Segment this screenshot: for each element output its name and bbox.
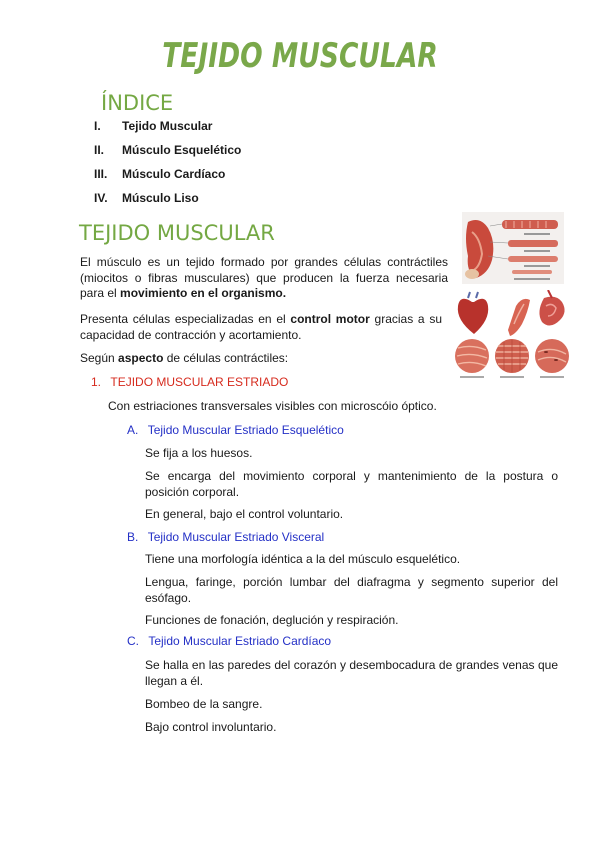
sub-a-line-2: Se encarga del movimiento corporal y mantenimiento de la postura o posición corporal. [145, 469, 558, 499]
paragraph-aspect [80, 351, 440, 367]
index-item-1 [94, 119, 212, 135]
sub-label: Tejido Muscular Estriado Esquelético [147, 423, 344, 437]
index-num: III. [94, 167, 108, 181]
sub-b-line-2: Lengua, faringe, porción lumbar del diafragma y segmento superior del esófago. [145, 575, 558, 605]
paragraph-text: de células contráctiles: [163, 351, 289, 365]
sub-letter: B. [127, 530, 139, 544]
page-title: TEJIDO MUSCULAR [162, 36, 438, 76]
paragraph-bold: control motor [290, 312, 370, 326]
index-num: II. [94, 143, 105, 157]
paragraph-text: gracias a su capacidad de contracción y acortamiento. [80, 312, 442, 342]
section-heading: TEJIDO MUSCULAR [79, 221, 275, 245]
paragraph-bold: aspecto [118, 351, 164, 365]
paragraph-text: El músculo es un tejido formado por grandes células contráctiles (miocitos o fibras musculares) que producen la fuerza necesaria para el [80, 255, 448, 300]
sub-letter: C. [127, 634, 139, 648]
sub-c-line-2: Bombeo de la sangre. [145, 697, 263, 711]
sub-label: Tejido Muscular Estriado Cardíaco [148, 634, 332, 648]
sub-b-line-1: Tiene una morfología idéntica a la del músculo esquelético. [145, 552, 461, 566]
paragraph-text: Presenta células especializadas en el [80, 312, 291, 326]
index-num: I. [94, 119, 101, 133]
sub-item-b [127, 530, 324, 546]
index-label: Tejido Muscular [122, 119, 213, 133]
index-heading: ÍNDICE [101, 91, 174, 115]
index-item-2 [94, 143, 241, 159]
sub-label: Tejido Muscular Estriado Visceral [147, 530, 325, 544]
index-item-4 [94, 191, 199, 207]
list-item-estriado [91, 375, 288, 391]
arm-muscle-illustration [462, 212, 564, 284]
paragraph-text: Según [80, 351, 119, 365]
sub-c-line-3: Bajo control involuntario. [145, 720, 277, 734]
index-label: Músculo Cardíaco [122, 167, 226, 181]
list-number: 1. [91, 375, 102, 389]
list-label: TEJIDO MUSCULAR ESTRIADO [110, 375, 289, 389]
index-item-3 [94, 167, 225, 183]
sub-item-a [127, 423, 344, 439]
sub-c-line-1: Se halla en las paredes del corazón y desembocadura de grandes venas que llegan a él. [145, 658, 558, 688]
estriado-description: Con estriaciones transversales visibles con microscóio óptico. [108, 399, 437, 413]
index-label: Músculo Esquelético [122, 143, 242, 157]
paragraph-definition [80, 255, 448, 302]
sub-item-c [127, 634, 331, 650]
sub-a-line-1: Se fija a los huesos. [145, 446, 253, 460]
sub-a-line-3: En general, bajo el control voluntario. [145, 507, 344, 521]
sub-b-line-3: Funciones de fonación, deglución y respiración. [145, 613, 399, 627]
paragraph-motor [80, 312, 442, 343]
sub-letter: A. [127, 423, 139, 437]
index-num: IV. [94, 191, 108, 205]
paragraph-bold: movimiento en el organismo. [120, 286, 287, 300]
muscle-tissue-types-illustration [452, 290, 572, 384]
index-label: Músculo Liso [122, 191, 199, 205]
